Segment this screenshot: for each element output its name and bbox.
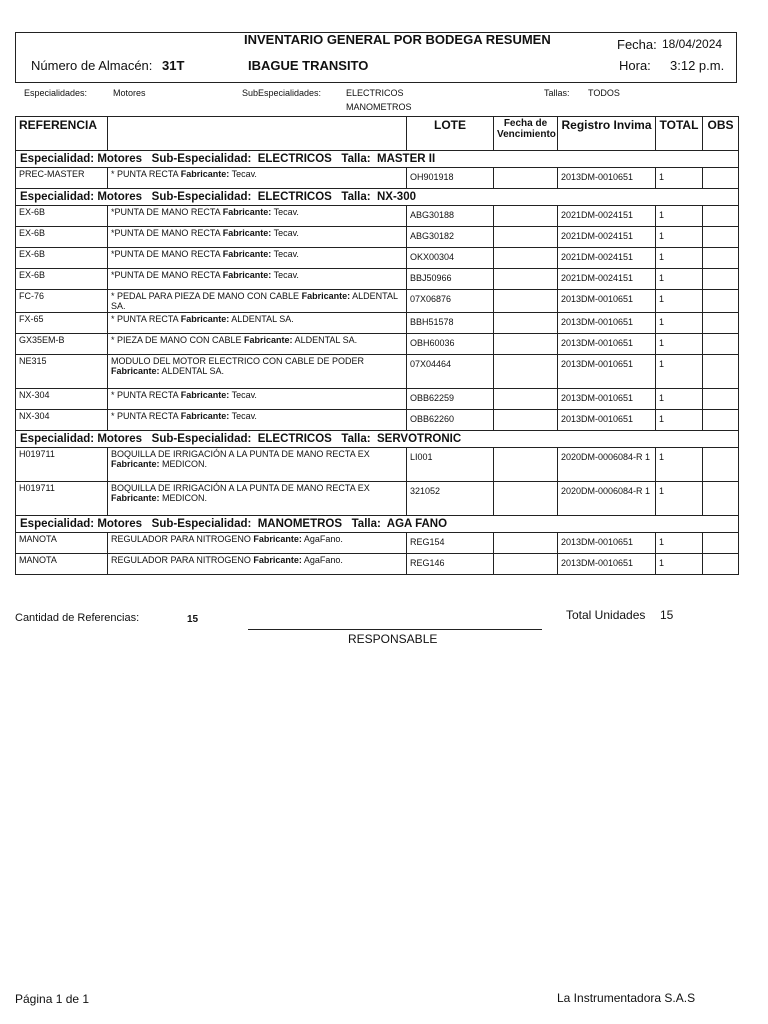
group-heading: Especialidad: Motores Sub-Especialidad: ELECTRICOS Talla: NX-300: [16, 189, 739, 206]
fabricante-label: Fabricante:: [253, 555, 302, 565]
cell-obs: [703, 227, 739, 248]
cell-descripcion: [108, 355, 407, 389]
cell-fecha-vencimiento: [494, 533, 558, 554]
cell-obs: [703, 248, 739, 269]
tallas-value: TODOS: [588, 88, 620, 98]
responsable-label: RESPONSABLE: [348, 632, 438, 646]
group-heading-row: [16, 151, 739, 168]
inventory-table-body: [16, 151, 739, 575]
fabricante-value: ALDENTAL SA.: [231, 314, 294, 324]
cell-referencia: EX-6B: [16, 248, 108, 269]
cell-fecha-vencimiento: [494, 410, 558, 431]
fabricante-value: ALDENTAL SA.: [161, 366, 225, 376]
cell-referencia: EX-6B: [16, 269, 108, 290]
fabricante-value: Tecav.: [273, 249, 299, 259]
col-referencia: REFERENCIA: [16, 117, 108, 151]
descripcion-text: *PUNTA DE MANO RECTA: [111, 228, 221, 238]
cell-descripcion: [108, 227, 407, 248]
hora-value: 3:12 p.m.: [670, 58, 725, 73]
cell-total: 1: [656, 227, 703, 248]
table-row: [16, 168, 739, 189]
cell-total: 1: [656, 290, 703, 313]
fabricante-value: Tecav.: [273, 270, 299, 280]
descripcion-text: *PUNTA DE MANO RECTA: [111, 207, 221, 217]
fabricante-label: Fabricante:: [222, 270, 272, 280]
cell-referencia: GX35EM-B: [16, 334, 108, 355]
cell-fecha-vencimiento: [494, 313, 558, 334]
cell-registro-invima: 2013DM-0010651: [558, 554, 656, 575]
cell-total: 1: [656, 248, 703, 269]
cell-lote: 07X06876: [407, 290, 494, 313]
cell-referencia: FC-76: [16, 290, 108, 313]
cell-registro-invima: 2021DM-0024151: [558, 269, 656, 290]
cell-referencia: NX-304: [16, 410, 108, 431]
fabricante-label: Fabricante:: [111, 459, 160, 469]
cell-total: 1: [656, 554, 703, 575]
subespecialidades-value-2: MANOMETROS: [346, 102, 412, 112]
group-heading: Especialidad: Motores Sub-Especialidad: MANOMETROS Talla: AGA FANO: [16, 516, 739, 533]
fabricante-value: MEDICON.: [162, 493, 208, 503]
subespecialidades-label: SubEspecialidades:: [242, 88, 322, 98]
cell-registro-invima: 2020DM-0006084-R 1: [558, 482, 656, 516]
almacen-label: Número de Almacén:: [31, 58, 153, 73]
cell-fecha-vencimiento: [494, 290, 558, 313]
cell-obs: [703, 482, 739, 516]
cell-lote: ABG30188: [407, 206, 494, 227]
inventory-table: [15, 116, 739, 575]
table-row: [16, 389, 739, 410]
total-unidades-label: Total Unidades: [566, 608, 646, 622]
table-row: [16, 355, 739, 389]
cell-descripcion: [108, 448, 407, 482]
cell-lote: OBB62259: [407, 389, 494, 410]
cell-registro-invima: 2020DM-0006084-R 1: [558, 448, 656, 482]
hora-label: Hora:: [619, 58, 651, 73]
cell-total: 1: [656, 355, 703, 389]
col-registro-invima: Registro Invima: [558, 117, 656, 151]
fabricante-label: Fabricante:: [111, 366, 160, 376]
cell-descripcion: [108, 313, 407, 334]
group-heading: Especialidad: Motores Sub-Especialidad: ELECTRICOS Talla: SERVOTRONIC: [16, 431, 739, 448]
group-heading-row: [16, 516, 739, 533]
descripcion-text: BOQUILLA DE IRRIGACIÓN A LA PUNTA DE MANO RECTA EX: [111, 483, 370, 493]
fecha-label: Fecha:: [617, 37, 657, 52]
table-row: [16, 554, 739, 575]
descripcion-text: BOQUILLA DE IRRIGACIÓN A LA PUNTA DE MANO RECTA EX: [111, 449, 370, 459]
company-name: La Instrumentadora S.A.S: [557, 991, 696, 1005]
cell-total: 1: [656, 448, 703, 482]
fabricante-label: Fabricante:: [253, 534, 302, 544]
cell-descripcion: [108, 410, 407, 431]
cell-descripcion: [108, 290, 407, 313]
cell-descripcion: [108, 269, 407, 290]
fecha-value: 18/04/2024: [662, 37, 723, 51]
cell-total: 1: [656, 334, 703, 355]
cell-descripcion: [108, 206, 407, 227]
cell-lote: 321052: [407, 482, 494, 516]
cell-referencia: NE315: [16, 355, 108, 389]
group-heading-row: [16, 189, 739, 206]
descripcion-text: * PUNTA RECTA: [111, 314, 179, 324]
fabricante-value: AgaFano.: [303, 534, 343, 544]
descripcion-text: * PEDAL PARA PIEZA DE MANO CON CABLE: [111, 291, 300, 301]
cell-registro-invima: 2013DM-0010651: [558, 290, 656, 313]
cell-fecha-vencimiento: [494, 227, 558, 248]
fabricante-value: ALDENTAL SA.: [111, 291, 398, 311]
fabricante-label: Fabricante:: [180, 314, 230, 324]
cell-registro-invima: 2013DM-0010651: [558, 355, 656, 389]
almacen-value: 31T: [162, 58, 185, 73]
descripcion-text: * PUNTA RECTA: [111, 169, 179, 179]
col-lote: LOTE: [407, 117, 494, 151]
cell-descripcion: [108, 533, 407, 554]
descripcion-text: REGULADOR PARA NITROGENO: [111, 555, 251, 565]
subespecialidades-value-1: ELECTRICOS: [346, 88, 404, 98]
cell-referencia: MANOTA: [16, 533, 108, 554]
cell-registro-invima: 2013DM-0010651: [558, 389, 656, 410]
fabricante-value: Tecav.: [273, 207, 299, 217]
descripcion-text: *PUNTA DE MANO RECTA: [111, 270, 221, 280]
almacen-name: IBAGUE TRANSITO: [248, 58, 369, 73]
cell-total: 1: [656, 533, 703, 554]
cell-obs: [703, 389, 739, 410]
table-row: [16, 334, 739, 355]
fabricante-value: MEDICON.: [162, 459, 208, 469]
cell-lote: BBH51578: [407, 313, 494, 334]
cell-fecha-vencimiento: [494, 206, 558, 227]
fabricante-value: AgaFano.: [303, 555, 343, 565]
cell-registro-invima: 2013DM-0010651: [558, 533, 656, 554]
cell-fecha-vencimiento: [494, 248, 558, 269]
tallas-label: Tallas:: [544, 88, 570, 98]
cell-lote: OKX00304: [407, 248, 494, 269]
descripcion-text: * PUNTA RECTA: [111, 411, 179, 421]
col-total: TOTAL: [656, 117, 703, 151]
fabricante-label: Fabricante:: [180, 411, 230, 421]
cell-fecha-vencimiento: [494, 168, 558, 189]
cell-total: 1: [656, 410, 703, 431]
fabricante-value: ALDENTAL SA.: [294, 335, 358, 345]
table-row: [16, 313, 739, 334]
fabricante-label: Fabricante:: [244, 335, 293, 345]
signature-line: [248, 629, 542, 630]
cell-fecha-vencimiento: [494, 269, 558, 290]
cell-descripcion: [108, 554, 407, 575]
table-header-row: [16, 117, 739, 151]
cell-lote: 07X04464: [407, 355, 494, 389]
cell-obs: [703, 410, 739, 431]
cell-total: 1: [656, 389, 703, 410]
fabricante-value: Tecav.: [273, 228, 299, 238]
descripcion-text: * PIEZA DE MANO CON CABLE: [111, 335, 242, 345]
cell-registro-invima: 2013DM-0010651: [558, 168, 656, 189]
group-heading: Especialidad: Motores Sub-Especialidad: ELECTRICOS Talla: MASTER II: [16, 151, 739, 168]
cell-referencia: H019711: [16, 482, 108, 516]
report-title: INVENTARIO GENERAL POR BODEGA RESUMEN: [244, 32, 551, 47]
cell-referencia: EX-6B: [16, 227, 108, 248]
total-unidades-value: 15: [660, 608, 674, 622]
cell-total: 1: [656, 482, 703, 516]
cell-lote: OBB62260: [407, 410, 494, 431]
cell-fecha-vencimiento: [494, 334, 558, 355]
cell-referencia: PREC-MASTER: [16, 168, 108, 189]
cell-registro-invima: 2021DM-0024151: [558, 248, 656, 269]
fabricante-value: Tecav.: [231, 411, 257, 421]
cell-lote: LI001: [407, 448, 494, 482]
cell-obs: [703, 269, 739, 290]
cell-total: 1: [656, 313, 703, 334]
table-row: [16, 227, 739, 248]
cell-referencia: H019711: [16, 448, 108, 482]
cantidad-referencias-label: Cantidad de Referencias:: [15, 612, 140, 624]
col-fecha-vencimiento: Fecha de Vencimiento: [494, 117, 558, 151]
cell-lote: OH901918: [407, 168, 494, 189]
cell-descripcion: [108, 168, 407, 189]
fabricante-label: Fabricante:: [222, 249, 272, 259]
cell-registro-invima: 2013DM-0010651: [558, 313, 656, 334]
cell-lote: OBH60036: [407, 334, 494, 355]
cell-lote: REG154: [407, 533, 494, 554]
fabricante-value: Tecav.: [231, 390, 257, 400]
cell-referencia: FX-65: [16, 313, 108, 334]
col-descripcion: [108, 117, 407, 151]
cell-descripcion: [108, 334, 407, 355]
cell-total: 1: [656, 269, 703, 290]
cell-obs: [703, 533, 739, 554]
cell-descripcion: [108, 248, 407, 269]
cell-total: 1: [656, 168, 703, 189]
cell-descripcion: [108, 389, 407, 410]
table-row: [16, 448, 739, 482]
cell-fecha-vencimiento: [494, 355, 558, 389]
table-row: [16, 482, 739, 516]
table-row: [16, 533, 739, 554]
fabricante-label: Fabricante:: [222, 207, 272, 217]
cell-referencia: EX-6B: [16, 206, 108, 227]
fabricante-value: Tecav.: [231, 169, 257, 179]
cell-lote: ABG30182: [407, 227, 494, 248]
table-row: [16, 290, 739, 313]
table-row: [16, 206, 739, 227]
cell-descripcion: [108, 482, 407, 516]
especialidades-value: Motores: [113, 88, 146, 98]
fabricante-label: Fabricante:: [111, 493, 160, 503]
fabricante-label: Fabricante:: [180, 390, 230, 400]
cell-registro-invima: 2013DM-0010651: [558, 334, 656, 355]
cell-obs: [703, 313, 739, 334]
fabricante-label: Fabricante:: [180, 169, 230, 179]
table-row: [16, 269, 739, 290]
cell-fecha-vencimiento: [494, 389, 558, 410]
descripcion-text: * PUNTA RECTA: [111, 390, 179, 400]
cell-fecha-vencimiento: [494, 448, 558, 482]
cell-obs: [703, 448, 739, 482]
table-row: [16, 410, 739, 431]
cell-registro-invima: 2021DM-0024151: [558, 206, 656, 227]
cell-referencia: NX-304: [16, 389, 108, 410]
col-obs: OBS: [703, 117, 739, 151]
fabricante-label: Fabricante:: [301, 291, 351, 301]
table-row: [16, 248, 739, 269]
cell-lote: BBJ50966: [407, 269, 494, 290]
cell-obs: [703, 168, 739, 189]
cell-lote: REG146: [407, 554, 494, 575]
cell-obs: [703, 554, 739, 575]
cell-fecha-vencimiento: [494, 554, 558, 575]
cell-obs: [703, 290, 739, 313]
descripcion-text: *PUNTA DE MANO RECTA: [111, 249, 221, 259]
cell-total: 1: [656, 206, 703, 227]
cell-obs: [703, 334, 739, 355]
fabricante-label: Fabricante:: [222, 228, 272, 238]
cell-obs: [703, 206, 739, 227]
cell-referencia: MANOTA: [16, 554, 108, 575]
cell-registro-invima: 2021DM-0024151: [558, 227, 656, 248]
cell-obs: [703, 355, 739, 389]
page-number: Página 1 de 1: [15, 992, 90, 1006]
group-heading-row: [16, 431, 739, 448]
cell-fecha-vencimiento: [494, 482, 558, 516]
descripcion-text: MODULO DEL MOTOR ELECTRICO CON CABLE DE PODER: [111, 356, 365, 366]
descripcion-text: REGULADOR PARA NITROGENO: [111, 534, 251, 544]
cantidad-referencias-value: 15: [187, 614, 199, 625]
cell-registro-invima: 2013DM-0010651: [558, 410, 656, 431]
especialidades-label: Especialidades:: [24, 88, 88, 98]
